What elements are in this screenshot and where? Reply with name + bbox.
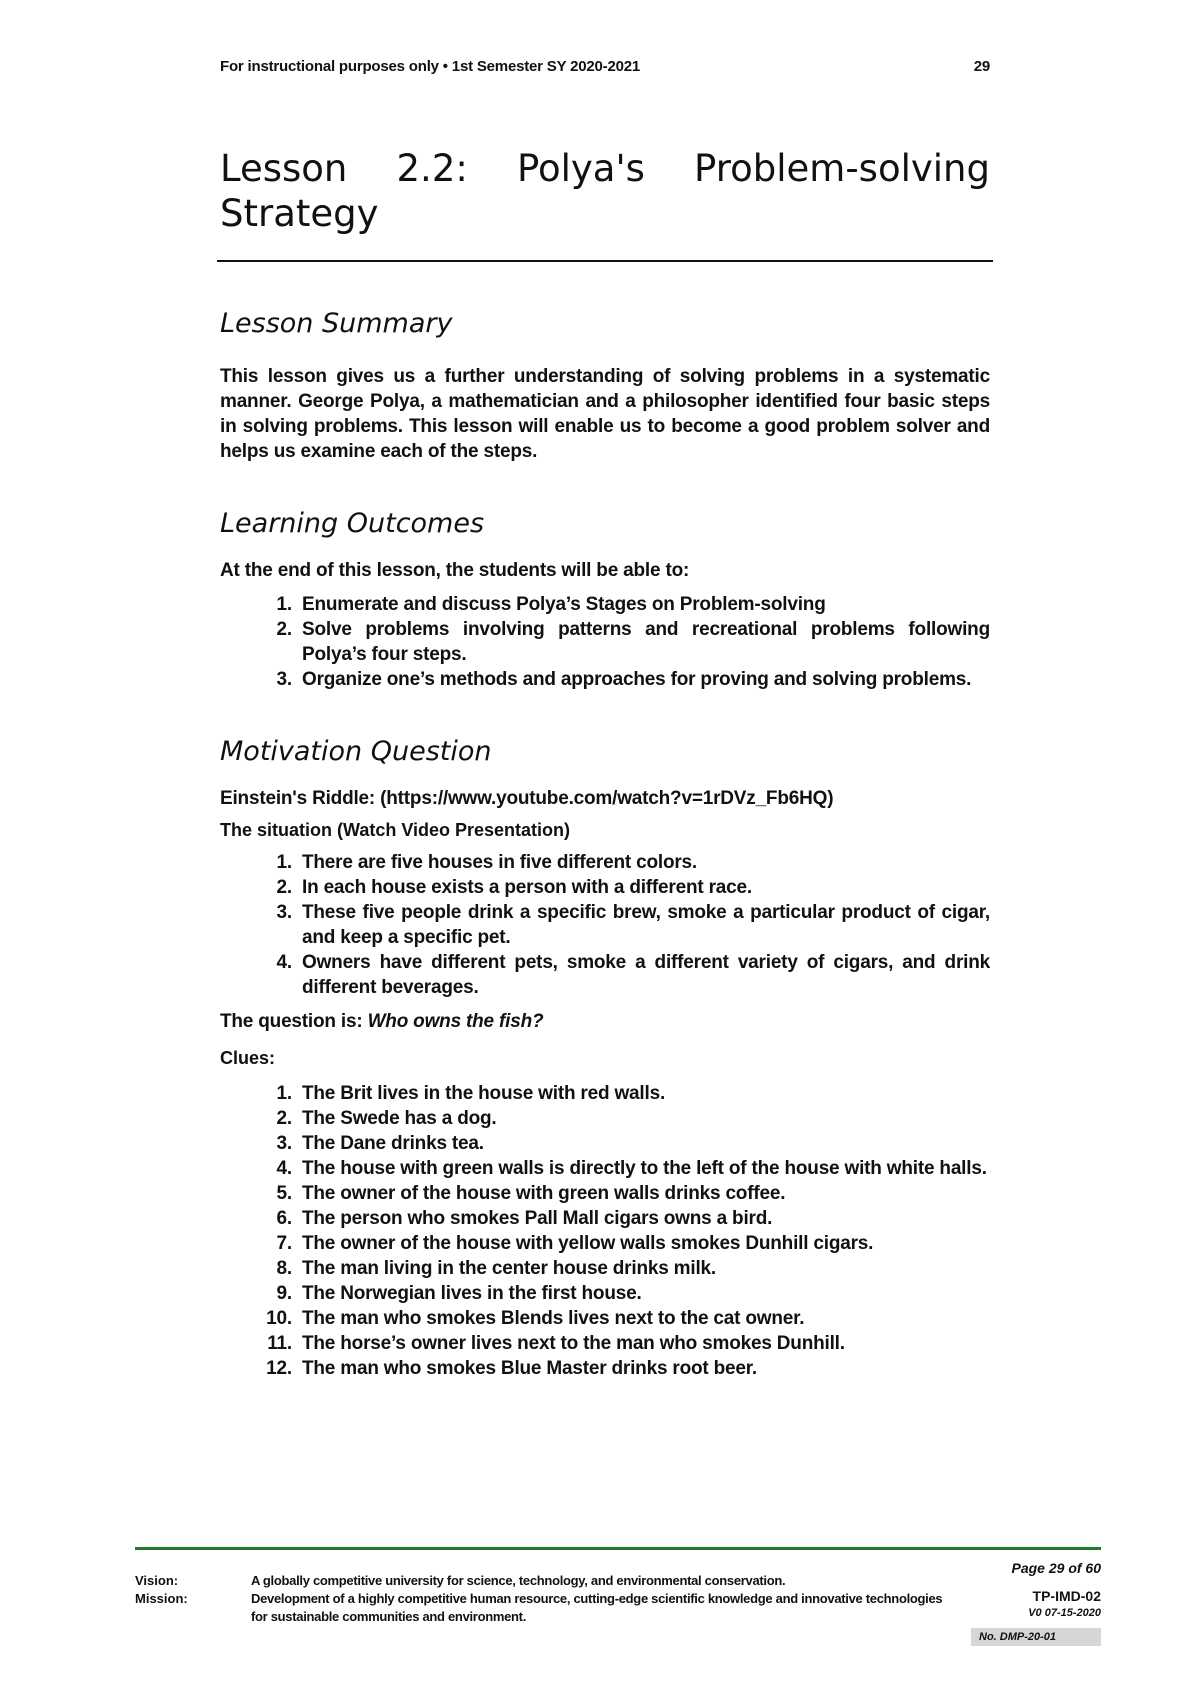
list-text: The man who smokes Blue Master drinks root beer.	[302, 1358, 757, 1379]
list-text: There are five houses in five different colors.	[302, 852, 697, 873]
list-item	[220, 617, 990, 667]
list-number: 1.	[276, 852, 292, 873]
footer-doc-info	[971, 1556, 1101, 1646]
list-number: 3.	[276, 902, 292, 923]
list-number: 3.	[276, 669, 292, 690]
vision-text: A globally competitive university for science, technology, and environmental conservation.	[251, 1573, 786, 1588]
question-line	[220, 1009, 990, 1034]
list-text: In each house exists a person with a different race.	[302, 877, 752, 898]
list-item	[220, 592, 990, 617]
list-number: 12.	[266, 1358, 292, 1379]
situation-list	[220, 850, 990, 1000]
header-course-note: For instructional purposes only • 1st Semester SY 2020-2021	[220, 58, 641, 75]
page-header	[220, 58, 990, 75]
clues-label: Clues:	[220, 1048, 276, 1068]
list-text: The Norwegian lives in the first house.	[302, 1283, 642, 1304]
list-number: 1.	[276, 1083, 292, 1104]
list-text: The horse’s owner lives next to the man who smokes Dunhill.	[302, 1333, 845, 1354]
list-text: The owner of the house with green walls drinks coffee.	[302, 1183, 786, 1204]
list-number: 2.	[276, 619, 292, 640]
list-text: The man who smokes Blends lives next to the cat owner.	[302, 1308, 805, 1329]
list-item	[220, 1331, 990, 1356]
document-version: V0 07-15-2020	[1028, 1607, 1101, 1619]
list-item	[220, 1281, 990, 1306]
list-text: Organize one’s methods and approaches for proving and solving problems.	[302, 669, 972, 690]
list-text: Enumerate and discuss Polya’s Stages on Problem-solving	[302, 594, 826, 615]
list-text: These five people drink a specific brew, smoke a particular product of cigar, and keep a specific pet.	[302, 902, 990, 948]
list-item	[220, 850, 990, 875]
mission-text: Development of a highly competitive human resource, cutting-edge scientific knowledge and innovative technologies for sustainable communities and environment.	[251, 1591, 943, 1624]
page-of-total: Page 29 of 60	[1011, 1560, 1101, 1576]
list-text: The man living in the center house drinks milk.	[302, 1258, 716, 1279]
list-item	[220, 1131, 990, 1156]
list-item	[220, 1306, 990, 1331]
page-content	[220, 146, 990, 1381]
list-item	[220, 1106, 990, 1131]
list-text: The Dane drinks tea.	[302, 1133, 484, 1154]
list-number: 5.	[276, 1183, 292, 1204]
learning-outcomes-intro: At the end of this lesson, the students will be able to:	[220, 560, 690, 581]
list-number: 8.	[276, 1258, 292, 1279]
footer-statements	[251, 1572, 951, 1626]
title-divider	[217, 260, 993, 262]
list-number: 1.	[276, 594, 292, 615]
header-page-number: 29	[973, 58, 990, 75]
list-number: 9.	[276, 1283, 292, 1304]
list-item	[220, 1206, 990, 1231]
vision-label: Vision:	[135, 1573, 179, 1588]
list-number: 4.	[276, 1158, 292, 1179]
list-number: 10.	[266, 1308, 292, 1329]
list-item	[220, 1256, 990, 1281]
footer-divider	[135, 1547, 1101, 1550]
list-number: 4.	[276, 952, 292, 973]
document-number-badge: No. DMP-20-01	[971, 1628, 1101, 1646]
list-item	[220, 900, 990, 950]
question-text: Who owns the fish?	[367, 1011, 544, 1032]
list-number: 2.	[276, 877, 292, 898]
list-number: 2.	[276, 1108, 292, 1129]
list-number: 7.	[276, 1233, 292, 1254]
list-text: Owners have different pets, smoke a different variety of cigars, and drink different beverages.	[302, 952, 990, 998]
list-item	[220, 1356, 990, 1381]
list-item	[220, 1181, 990, 1206]
list-text: The Brit lives in the house with red walls.	[302, 1083, 666, 1104]
clues-list	[220, 1081, 990, 1381]
learning-outcomes-list	[220, 592, 990, 692]
motivation-heading: Motivation Question	[220, 736, 492, 767]
footer-labels	[135, 1572, 188, 1608]
learning-outcomes-heading: Learning Outcomes	[220, 508, 485, 539]
list-item	[220, 875, 990, 900]
lesson-summary-heading: Lesson Summary	[220, 308, 453, 339]
document-code: TP-IMD-02	[1032, 1588, 1101, 1604]
list-number: 6.	[276, 1208, 292, 1229]
riddle-reference: Einstein's Riddle: (https://www.youtube.com/watch?v=1rDVz_Fb6HQ)	[220, 788, 834, 809]
question-prefix: The question is:	[220, 1011, 368, 1032]
list-text: The Swede has a dog.	[302, 1108, 497, 1129]
list-text: The house with green walls is directly to the left of the house with white halls.	[302, 1158, 987, 1179]
mission-label: Mission:	[135, 1591, 188, 1606]
list-item	[220, 1081, 990, 1106]
lesson-summary-text: This lesson gives us a further understanding of solving problems in a systematic manner. George Polya, a mathematician and a philosopher identified four basic steps in solving problems. This lesson will enable us to become a good problem solver and helps us examine each of the steps.	[220, 366, 990, 462]
list-number: 11.	[267, 1333, 292, 1354]
list-text: The person who smokes Pall Mall cigars owns a bird.	[302, 1208, 773, 1229]
list-text: Solve problems involving patterns and recreational problems following Polya’s four steps.	[302, 619, 990, 665]
list-item	[220, 1156, 990, 1181]
list-item	[220, 1231, 990, 1256]
list-number: 3.	[276, 1133, 292, 1154]
lesson-title: Lesson 2.2: Polya's Problem-solving Strategy	[220, 147, 990, 235]
list-item	[220, 667, 990, 692]
list-item	[220, 950, 990, 1000]
situation-label: The situation (Watch Video Presentation)	[220, 820, 571, 840]
page-footer	[135, 1556, 1101, 1676]
list-text: The owner of the house with yellow walls smokes Dunhill cigars.	[302, 1233, 874, 1254]
